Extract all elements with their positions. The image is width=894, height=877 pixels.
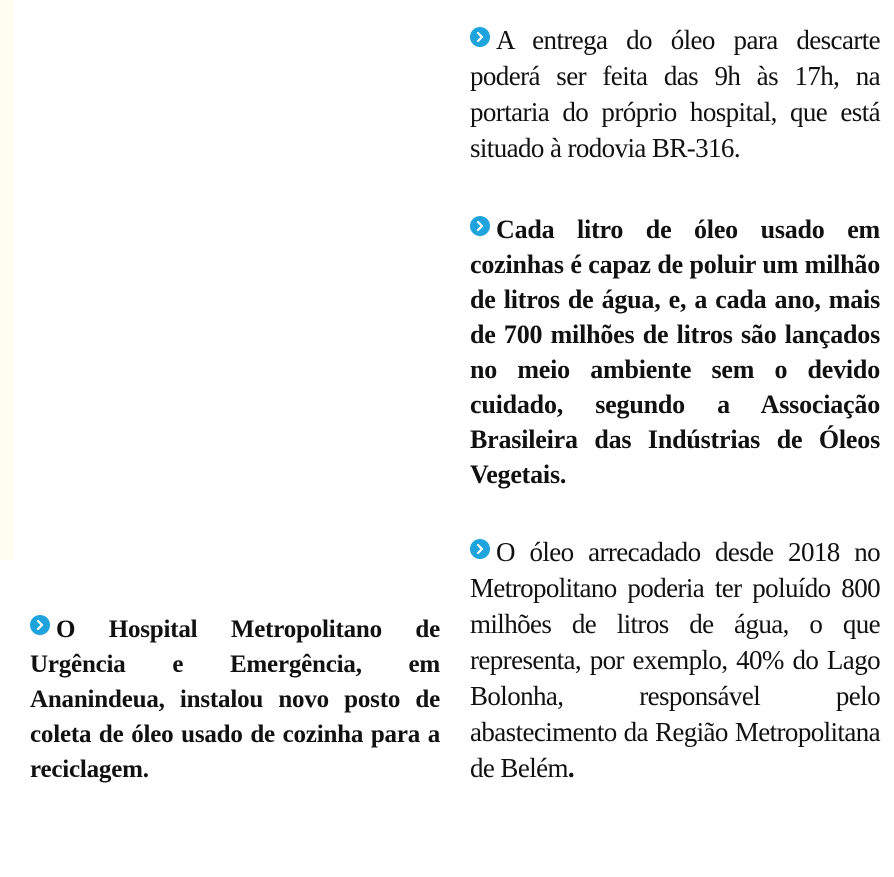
collected-oil-paragraph — [470, 534, 880, 786]
intro-paragraph — [30, 612, 440, 787]
pollution-text: Cada litro de óleo usado em cozinhas é capaz de poluir um milhão de litros de água, e, a cada ano, mais de 700 milhões de litros são lançados no meio ambiente sem o devido cuidado, segundo a Associação Brasileira das Indústrias de Óleos Vegetais. — [470, 215, 880, 489]
pollution-paragraph — [470, 212, 880, 492]
collected-oil-text: O óleo arrecadado desde 2018 no Metropolitano poderia ter poluído 800 milhões de litros de água, o que representa, por exemplo, 40% do Lago Bolonha, responsável pelo abastecimento da Região Metropolitana de Belém — [470, 537, 880, 783]
delivery-text: A entrega do óleo para descarte poderá ser feita das 9h às 17h, na portaria do próprio hospital, que está situado à rodovia BR-316. — [470, 25, 880, 163]
chevron-right-icon — [30, 615, 50, 635]
end-mark: . — [567, 753, 575, 783]
chevron-right-icon — [470, 27, 490, 47]
left-column — [30, 612, 440, 787]
right-column — [470, 22, 880, 786]
intro-text: O Hospital Metropolitano de Urgência e Emergência, em Ananindeua, instalou novo posto de coleta de óleo usado de cozinha para a reciclagem. — [30, 616, 440, 783]
page-edge-strip — [0, 0, 14, 560]
chevron-right-icon — [470, 539, 490, 559]
delivery-paragraph — [470, 22, 880, 166]
chevron-right-icon — [470, 216, 490, 236]
